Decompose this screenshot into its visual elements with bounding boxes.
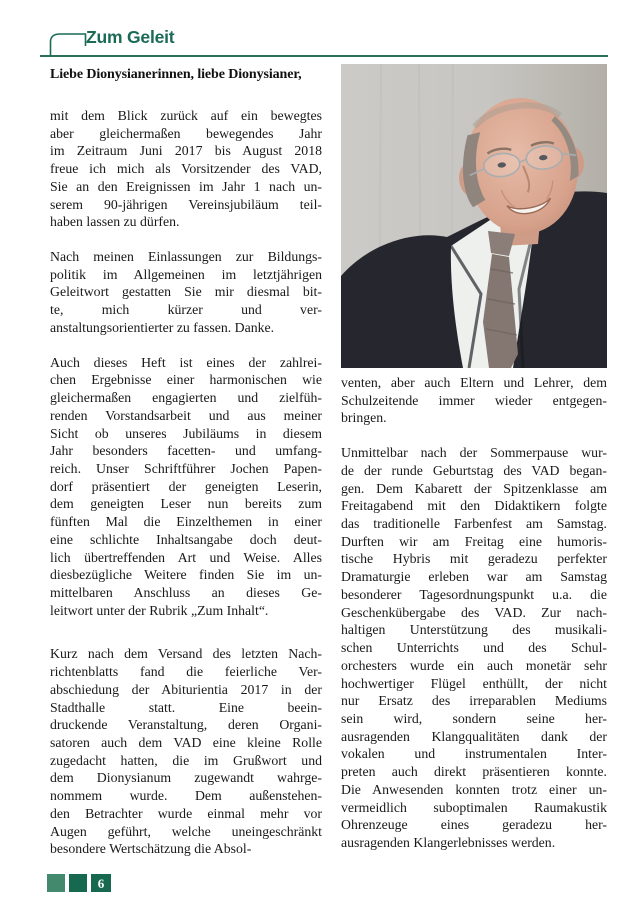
text-line: gen. Dem Kabarett der Spitzenklasse am: [341, 480, 607, 496]
text-line: Augen geführt, welche uneingeschränkt: [50, 823, 322, 839]
text-line: Dramaturgie erleben war am Samstag: [341, 569, 607, 585]
text-line: haben lassen zu dürfen.: [50, 214, 180, 230]
text-line: Auch dieses Heft ist eines der zahlrei-: [50, 354, 322, 370]
text-line: druckende Veranstaltung, deren Organi-: [50, 717, 322, 733]
paragraph-4: [50, 645, 322, 858]
text-line: besonderer Tagesordnungspunkt u.a. die: [341, 586, 607, 602]
text-line: gleichermaßen engagierten und zielfüh-: [50, 390, 322, 406]
text-line: haltigen Unterstützung des musikali-: [341, 622, 607, 638]
footer-square-light: [47, 874, 65, 892]
text-line: abschiedung der Abiturientia 2017 in der: [50, 681, 322, 697]
paragraph-5: [341, 374, 607, 427]
header-rule: [40, 55, 608, 57]
text-line: richtenblatts fand die feierliche Ver-: [50, 664, 322, 680]
text-line: mit dem Blick zurück auf ein bewegtes: [50, 108, 322, 123]
text-line: dorf präsentiert der geneigten Leserin,: [50, 478, 322, 494]
text-line: Ohrenzeuge eines geradezu her-: [341, 817, 607, 833]
text-line: schen Unterrichts und des Schul-: [341, 640, 607, 656]
text-line: Geleitwort gestatten Sie mir diesmal bit-: [50, 284, 322, 300]
salutation: Liebe Dionysianerinnen, liebe Dionysianer,: [50, 67, 302, 82]
text-line: ausragenden Klangerlebnisses werden.: [341, 834, 556, 850]
text-line: vokalen und instrumentalen Inter-: [341, 746, 607, 762]
text-line: reich. Unser Schriftführer Jochen Papen-: [50, 460, 322, 476]
text-line: te, mich kürzer und ver-: [50, 302, 322, 318]
text-line: Schulzeitende immer wieder entgegen-: [341, 392, 607, 408]
paragraph-3: [50, 354, 322, 620]
text-line: de der runde Geburtstag des VAD began-: [341, 462, 607, 478]
text-line: im Zeitraum Juni 2017 bis August 2018: [50, 143, 322, 159]
paragraph-1: [50, 107, 322, 231]
text-line: Nach meinen Einlassungen zur Bildungs-: [50, 249, 322, 265]
section-tab-icon: [49, 29, 89, 57]
paragraph-6: [341, 444, 607, 852]
text-line: vermeidlich suboptimalen Raumakustik: [341, 799, 607, 815]
text-line: freue ich mich als Vorsitzender des VAD,: [50, 161, 322, 177]
text-line: dem geneigten Leser nun bereits zum: [50, 496, 322, 512]
portrait-photo: [341, 64, 607, 368]
text-line: den Betrachter wurde einmal mehr vor: [50, 805, 322, 821]
text-line: das traditionelle Farbenfest am Samstag.: [341, 516, 607, 532]
text-line: Durften wir am Freitag eine humoris-: [341, 533, 607, 549]
text-line: orchesters wurde ein auch monetär sehr: [341, 657, 607, 673]
text-line: diesbezügliche Weitere finden Sie im un-: [50, 567, 322, 583]
text-line: satoren auch dem VAD eine kleine Rolle: [50, 735, 322, 750]
portrait-illustration: [341, 64, 607, 368]
text-line: sein wird, sondern seine her-: [341, 710, 607, 726]
text-line: hochwertiger Flügel enthüllt, der nicht: [341, 675, 607, 691]
text-line: ausragenden Klangqualitäten dank der: [341, 728, 607, 744]
paragraph-2: [50, 248, 322, 337]
text-line: bringen.: [341, 410, 387, 426]
text-line: renden Vorstandsarbeit und aus meiner: [50, 407, 322, 423]
text-line: fünften Mal die Einzelthemen in einer: [50, 514, 322, 530]
section-title: Zum Geleit: [86, 27, 175, 47]
text-line: Sie an den Ereignissen im Jahr 1 nach un-: [50, 178, 322, 194]
text-line: Kurz nach dem Versand des letzten Nach-: [50, 646, 322, 662]
text-line: nommem wurde. Dem außenstehen-: [50, 788, 322, 804]
text-line: serem 90-jährigen Vereinsjubiläum teil-: [50, 196, 322, 212]
text-line: Unmittelbar nach der Sommerpause wur-: [341, 445, 607, 461]
text-line: Jahr besonders facetten- und umfang-: [50, 443, 322, 459]
text-line: politik im Allgemeinen im letztjährigen: [50, 266, 322, 282]
text-line: dem Dionysianum zugewandt wahrge-: [50, 770, 322, 786]
text-line: tische Hybris mit geradezu perfekter: [341, 551, 607, 567]
page-footer: [47, 874, 111, 892]
page-number: 6: [97, 875, 105, 891]
text-line: Stadthalle statt. Eine beein-: [50, 699, 322, 715]
left-column: [50, 66, 322, 858]
text-line: besondere Wertschätzung die Absol-: [50, 841, 252, 857]
text-line: Sicht ob unseres Jubiläums in diesem: [50, 425, 322, 441]
text-line: leitwort unter der Rubrik „Zum Inhalt“.: [50, 602, 269, 618]
text-line: mittelbaren Anschluss an dieses Ge-: [50, 584, 322, 600]
footer-square-dark: [69, 874, 87, 892]
text-line: chen Ergebnisse einer harmonischen wie: [50, 372, 322, 388]
page-number-box: [91, 874, 111, 892]
text-line: eine schlichte Inhaltsangabe doch deut-: [50, 531, 322, 547]
text-line: zugedacht hatten, die im Grußwort und: [50, 752, 322, 768]
text-line: aber gleichermaßen bewegendes Jahr: [50, 125, 322, 141]
text-line: Freitagabend mit den Didaktikern folgte: [341, 498, 607, 514]
text-line: lich übertreffenden Art und Weise. Alles: [50, 549, 322, 565]
text-line: anstaltungsorientierter zu fassen. Danke.: [50, 319, 275, 335]
text-line: Geschenkübergabe des VAD. Zur nach-: [341, 604, 607, 620]
text-line: Die Anwesenden konnten trotz einer un-: [341, 781, 607, 797]
text-line: venten, aber auch Eltern und Lehrer, dem: [341, 375, 607, 390]
text-line: preten auch direkt präsentieren konnte.: [341, 764, 607, 780]
text-line: nur Ersatz des irreparablen Mediums: [341, 693, 607, 709]
right-column: [341, 64, 607, 852]
